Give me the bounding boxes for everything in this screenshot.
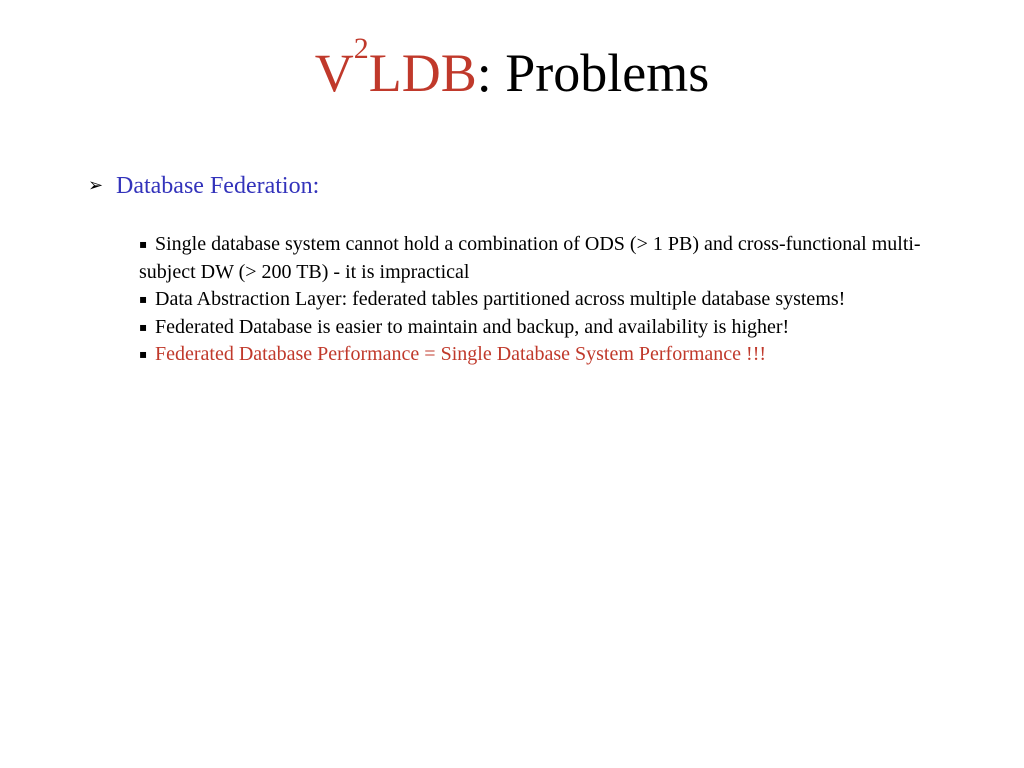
list-item [139,231,959,286]
title-prefix-letter: V [314,43,354,103]
slide-title [0,32,1024,108]
list-item-text: Federated Database Performance = Single Database System Performance !!! [155,343,767,365]
square-bullet-icon: ▪ [139,292,148,306]
list-item [139,314,959,342]
list-item-text: Federated Database is easier to maintain and backup, and availability is higher! [155,315,790,338]
list-item-text: Data Abstraction Layer: federated tables partitioned across multiple database systems! [155,288,846,310]
title-superscript: 2 [353,32,369,65]
title-acronym-rest: LDB [368,43,477,103]
title-suffix: : Problems [476,43,710,103]
bullet-list [139,231,959,369]
square-bullet-icon: ▪ [139,319,148,334]
section-heading-row [88,171,319,201]
title-acronym [314,32,477,103]
square-bullet-icon: ▪ [139,237,148,251]
list-item-text: Single database system cannot hold a combination of ODS (> 1 PB) and cross-functional multi-subject DW (> 200 TB) - it is impractical [139,233,921,283]
arrow-bullet-icon: ➢ [88,175,104,196]
list-item [139,286,959,314]
square-bullet-icon: ▪ [139,347,148,361]
section-heading-text: Database Federation [116,173,313,199]
section-heading [116,173,319,199]
list-item-highlighted [139,341,959,369]
section-heading-colon: : [312,173,320,199]
